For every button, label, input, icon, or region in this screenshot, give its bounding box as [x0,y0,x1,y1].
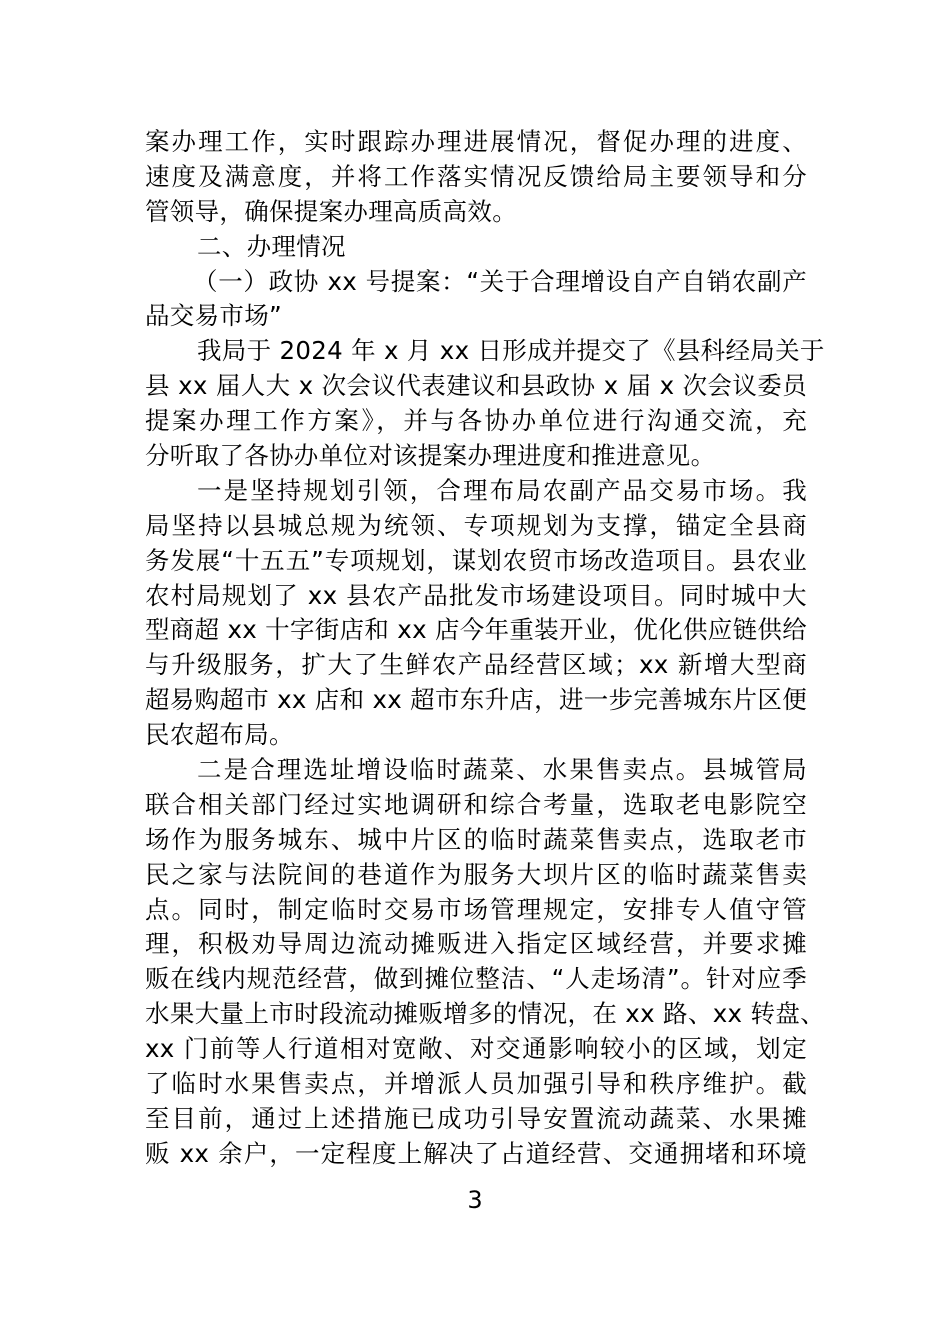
text-line: 贩在线内规范经营，做到摊位整洁、“人走场清”。针对应季 [145,964,807,994]
text-line: 农村局规划了 xx 县农产品批发市场建设项目。同时城中大 [145,580,807,610]
text-line: 一是坚持规划引领，合理布局农副产品交易市场。我 [197,475,807,505]
text-line: 速度及满意度，并将工作落实情况反馈给局主要领导和分 [145,161,807,191]
text-line: 县 xx 届人大 x 次会议代表建议和县政协 x 届 x 次会议委员 [145,371,807,401]
text-line: 与升级服务，扩大了生鲜农产品经营区域；xx 新增大型商 [145,650,807,680]
text-line: 民农超布局。 [145,720,294,750]
text-line: 场作为服务城东、城中片区的临时蔬菜售卖点，选取老市 [145,824,807,854]
document-body [145,125,825,1172]
page-number: 3 [467,1186,483,1214]
text-line: 贩 xx 余户，一定程度上解决了占道经营、交通拥堵和环境 [145,1138,807,1168]
text-line: 水果大量上市时段流动摊贩增多的情况，在 xx 路、xx 转盘、 [145,999,825,1029]
text-line: 型商超 xx 十字街店和 xx 店今年重装开业，优化供应链供给 [145,615,807,645]
text-line: 二是合理选址增设临时蔬菜、水果售卖点。县城管局 [197,755,807,785]
text-line: 至目前，通过上述措施已成功引导安置流动蔬菜、水果摊 [145,1103,807,1133]
text-line: 分听取了各协办单位对该提案办理进度和推进意见。 [145,441,716,471]
text-line: 提案办理工作方案》，并与各协办单位进行沟通交流，充 [145,406,807,436]
subsection-heading-cont: 品交易市场” [145,301,282,331]
text-line: 务发展“十五五”专项规划，谋划农贸市场改造项目。县农业 [145,545,807,575]
section-heading: 二、办理情况 [197,231,346,261]
text-line: 案办理工作，实时跟踪办理进展情况，督促办理的进度、 [145,127,807,156]
text-line: 理，积极劝导周边流动摊贩进入指定区域经营，并要求摊 [145,929,807,959]
text-line: 局坚持以县城总规为统领、专项规划为支撑，锚定全县商 [145,510,807,540]
text-line: 点。同时，制定临时交易市场管理规定，安排专人值守管 [145,894,807,924]
text-line: 联合相关部门经过实地调研和综合考量，选取老电影院空 [145,789,807,819]
text-line: xx 门前等人行道相对宽敞、对交通影响较小的区域，划定 [145,1034,807,1064]
text-line: 民之家与法院间的巷道作为服务大坝片区的临时蔬菜售卖 [145,859,807,889]
subsection-heading: （一）政协 xx 号提案：“关于合理增设自产自销农副产 [193,266,807,296]
text-line: 管领导，确保提案办理高质高效。 [145,196,517,226]
text-line: 了临时水果售卖点，并增派人员加强引导和秩序维护。截 [145,1069,807,1099]
text-line: 超易购超市 xx 店和 xx 超市东升店，进一步完善城东片区便 [145,685,807,715]
text-line: 我局于 2024 年 x 月 xx 日形成并提交了《县科经局关于 [197,336,825,366]
